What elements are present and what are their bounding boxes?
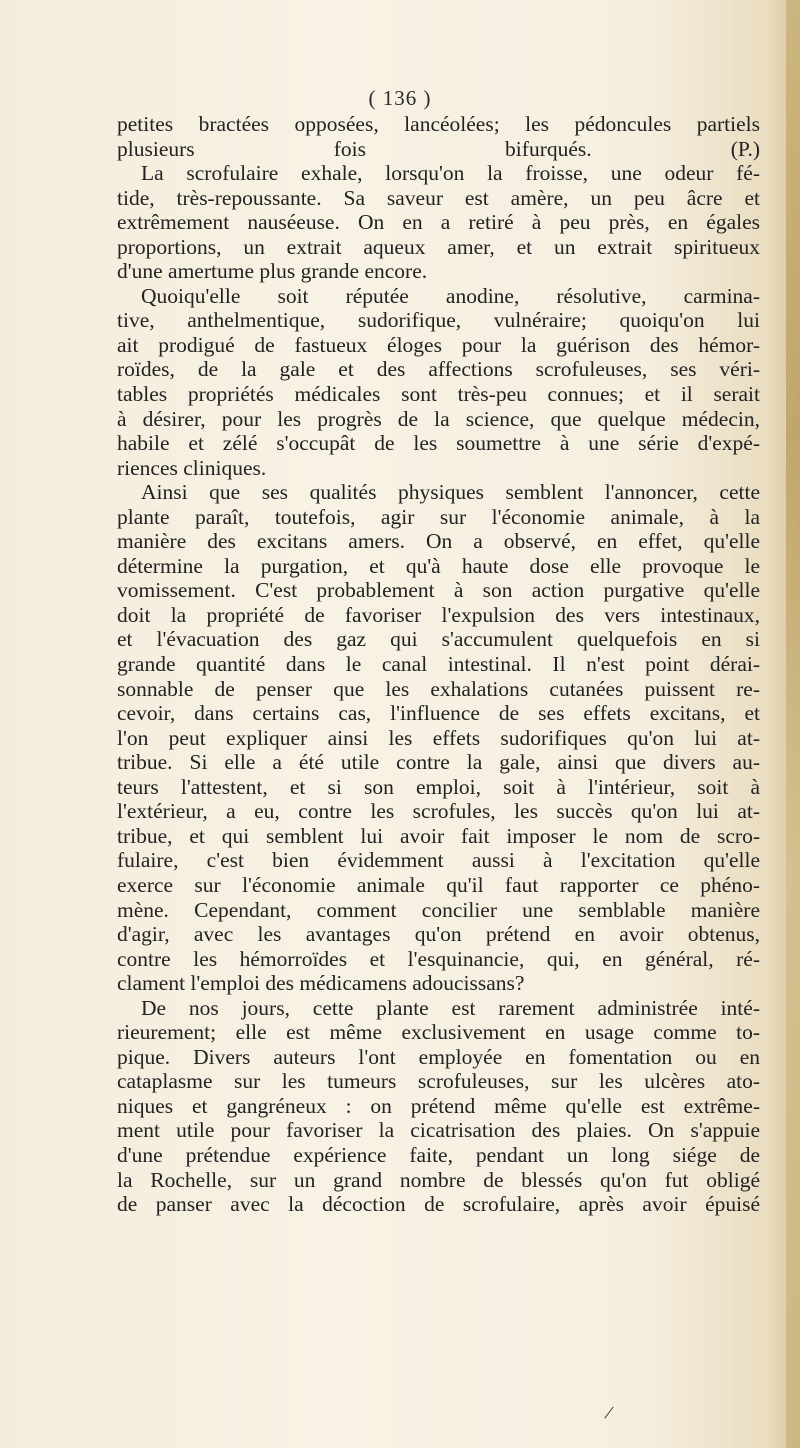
page-edge [786, 0, 800, 1448]
text-line: De nos jours, cette plante est rarement administrée inté- [141, 995, 760, 1020]
text-line: teurs l'attestent, et si son emploi, soit à l'intérieur, soit à [117, 774, 760, 799]
text-line: l'on peut expliquer ainsi les effets sudorifiques qu'on lui at- [117, 725, 760, 750]
text-line: d'agir, avec les avantages qu'on prétend en avoir obtenus, [117, 922, 760, 947]
text-line: cevoir, dans certains cas, l'influence de ses effets excitans, et [117, 701, 760, 726]
text-line: tribue. Si elle a été utile contre la gale, ainsi que divers au- [117, 750, 760, 775]
text-line: niques et gangréneux : on prétend même qu'elle est extrême- [117, 1093, 760, 1118]
text-line: plante paraît, toutefois, agir sur l'économie animale, à la [117, 504, 760, 529]
text-line: doit la propriété de favoriser l'expulsion des vers intestinaux, [117, 602, 760, 627]
text-line: Ainsi que ses qualités physiques semblent l'annoncer, cette [141, 480, 760, 505]
stray-ink-mark: / [602, 1401, 615, 1425]
text-line: riences cliniques. [117, 455, 267, 480]
text-line: d'une prétendue expérience faite, pendant un long siége de [117, 1142, 760, 1167]
body-text [117, 112, 760, 1217]
text-line: roïdes, de la gale et des affections scrofuleuses, ses véri- [117, 357, 760, 382]
text-line: Quoiqu'elle soit réputée anodine, résolutive, carmina- [141, 283, 760, 308]
text-line: fulaire, c'est bien évidemment aussi à l'excitation qu'elle [117, 848, 760, 873]
text-line: tables propriétés médicales sont très-peu connues; et il serait [117, 382, 760, 407]
text-line: manière des excitans amers. On a observé, en effet, qu'elle [117, 529, 760, 554]
text-line: à désirer, pour les progrès de la science, que quelque médecin, [117, 406, 760, 431]
page-number: ( 136 ) [368, 86, 432, 110]
text-line: pique. Divers auteurs l'ont employée en fomentation ou en [117, 1044, 760, 1069]
text-line: clament l'emploi des médicamens adoucissans? [117, 971, 525, 996]
text-line: mène. Cependant, comment concilier une semblable manière [117, 897, 760, 922]
text-line: cataplasme sur les tumeurs scrofuleuses, sur les ulcères ato- [117, 1069, 760, 1094]
text-line: plusieurs fois bifurqués. (P.) [117, 136, 760, 161]
text-line: contre les hémorroïdes et l'esquinancie, qui, en général, ré- [117, 946, 760, 971]
text-line: proportions, un extrait aqueux amer, et un extrait spiritueux [117, 234, 760, 259]
text-line: la Rochelle, sur un grand nombre de blessés qu'on fut obligé [117, 1167, 760, 1192]
text-line: détermine la purgation, et qu'à haute dose elle provoque le [117, 553, 760, 578]
text-line: sonnable de penser que les exhalations cutanées puissent re- [117, 676, 760, 701]
text-line: de panser avec la décoction de scrofulaire, après avoir épuisé [117, 1192, 760, 1217]
text-line: grande quantité dans le canal intestinal. Il n'est point dérai- [117, 652, 760, 677]
text-line: et l'évacuation des gaz qui s'accumulent quelquefois en si [117, 627, 760, 652]
text-line: tive, anthelmentique, sudorifique, vulnéraire; quoiqu'on lui [117, 308, 760, 333]
text-line: ait prodigué de fastueux éloges pour la guérison des hémor- [117, 332, 760, 357]
text-line: rieurement; elle est même exclusivement en usage comme to- [117, 1020, 760, 1045]
text-line: d'une amertume plus grande encore. [117, 259, 428, 284]
text-line: exerce sur l'économie animale qu'il faut rapporter ce phéno- [117, 872, 760, 897]
text-line: La scrofulaire exhale, lorsqu'on la froisse, une odeur fé- [141, 161, 760, 186]
text-line: tide, très-repoussante. Sa saveur est amère, un peu âcre et [117, 185, 760, 210]
text-line: l'extérieur, a eu, contre les scrofules, les succès qu'on lui at- [117, 799, 760, 824]
text-line: extrêmement nauséeuse. On en a retiré à peu près, en égales [117, 210, 760, 235]
text-line: tribue, et qui semblent lui avoir fait imposer le nom de scro- [117, 823, 760, 848]
text-line: ment utile pour favoriser la cicatrisation des plaies. On s'appuie [117, 1118, 760, 1143]
text-line: habile et zélé s'occupât de les soumettre à une série d'expé- [117, 431, 760, 456]
text-line: petites bractées opposées, lancéolées; les pédoncules partiels [117, 112, 760, 136]
text-line: vomissement. C'est probablement à son action purgative qu'elle [117, 578, 760, 603]
